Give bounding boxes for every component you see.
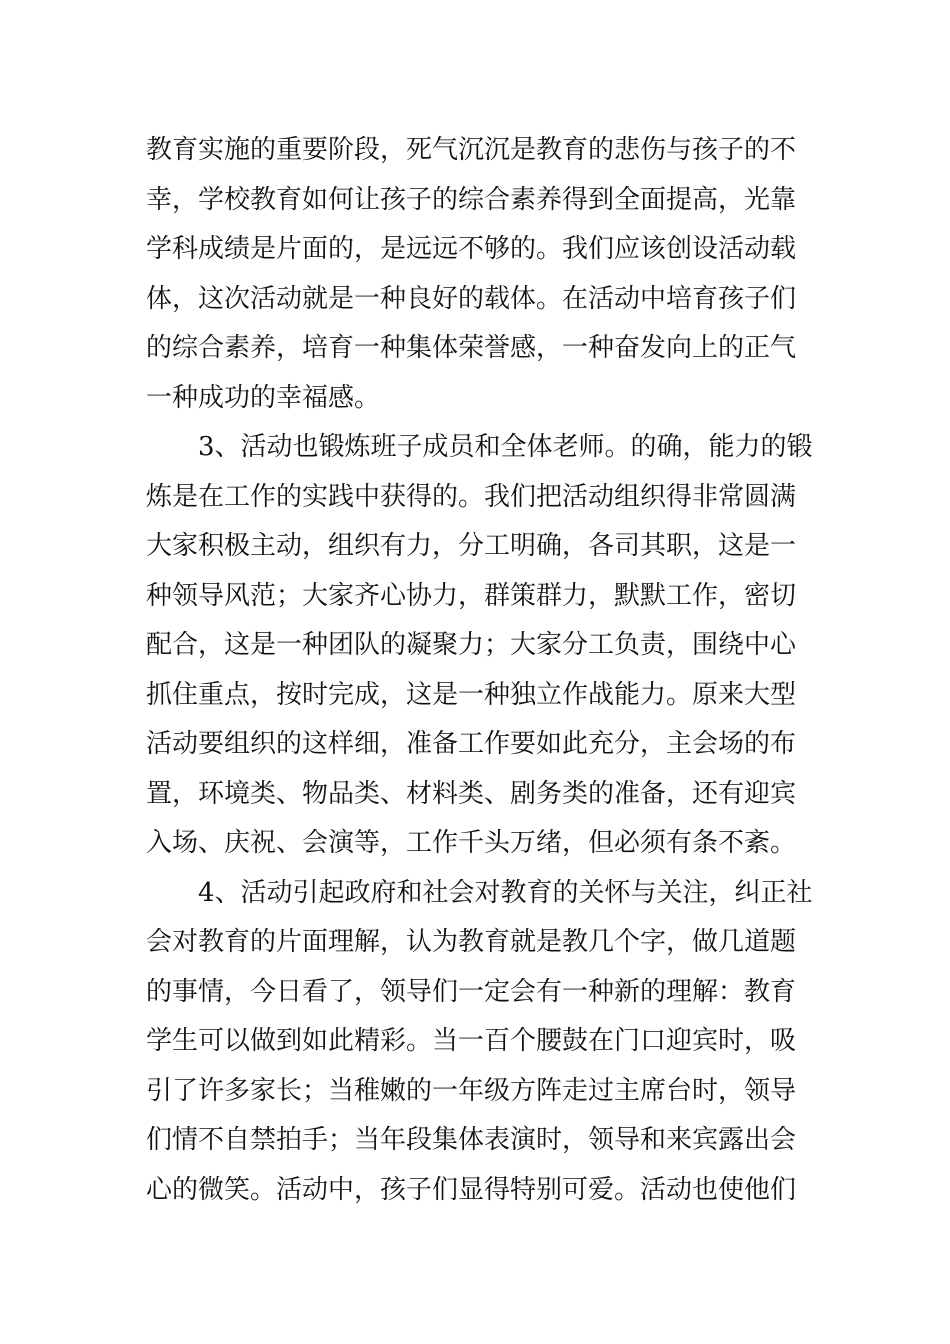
text-line: 的事情，今日看了，领导们一定会有一种新的理解：教育 bbox=[146, 976, 797, 1007]
paragraph-first-line: 3、活动也锻炼班子成员和全体老师。的确，能力的锻 bbox=[198, 432, 813, 462]
text-line: 会对教育的片面理解，认为教育就是教几个字，做几道题 bbox=[146, 927, 797, 957]
text-line: 幸，学校教育如何让孩子的综合素养得到全面提高，光靠 bbox=[146, 184, 797, 215]
text-line: 的综合素养，培育一种集体荣誉感，一种奋发向上的正气 bbox=[146, 333, 797, 363]
text-line: 心的微笑。活动中，孩子们显得特别可爱。活动也使他们 bbox=[146, 1174, 797, 1205]
text-line: 抓住重点，按时完成，这是一种独立作战能力。原来大型 bbox=[146, 679, 797, 710]
paragraph-first-line: 4、活动引起政府和社会对教育的关怀与关注，纠正社 bbox=[198, 877, 813, 908]
text-line: 种领导风范；大家齐心协力，群策群力，默默工作，密切 bbox=[146, 580, 797, 611]
text-line: 体，这次活动就是一种良好的载体。在活动中培育孩子们 bbox=[146, 283, 797, 314]
text-line: 炼是在工作的实践中获得的。我们把活动组织得非常圆满 bbox=[146, 481, 797, 512]
text-line: 置，环境类、物品类、材料类、剧务类的准备，还有迎宾 bbox=[146, 778, 797, 809]
text-line: 一种成功的幸福感。 bbox=[146, 382, 381, 413]
text-line: 大家积极主动，组织有力，分工明确，各司其职，这是一 bbox=[146, 531, 797, 561]
text-line: 们情不自禁拍手；当年段集体表演时，领导和来宾露出会 bbox=[146, 1125, 797, 1155]
text-line: 教育实施的重要阶段，死气沉沉是教育的悲伤与孩子的不 bbox=[146, 135, 797, 165]
body-text bbox=[146, 126, 816, 1215]
text-line: 活动要组织的这样细，准备工作要如此充分，主会场的布 bbox=[146, 729, 797, 759]
text-line: 学生可以做到如此精彩。当一百个腰鼓在门口迎宾时，吸 bbox=[146, 1026, 797, 1056]
text-line: 引了许多家长；当稚嫩的一年级方阵走过主席台时，领导 bbox=[146, 1075, 797, 1106]
text-line: 配合，这是一种团队的凝聚力；大家分工负责，围绕中心 bbox=[146, 630, 797, 660]
text-line: 学科成绩是片面的，是远远不够的。我们应该创设活动载 bbox=[146, 234, 797, 264]
text-line: 入场、庆祝、会演等，工作千头万绪，但必须有条不紊。 bbox=[146, 828, 797, 858]
